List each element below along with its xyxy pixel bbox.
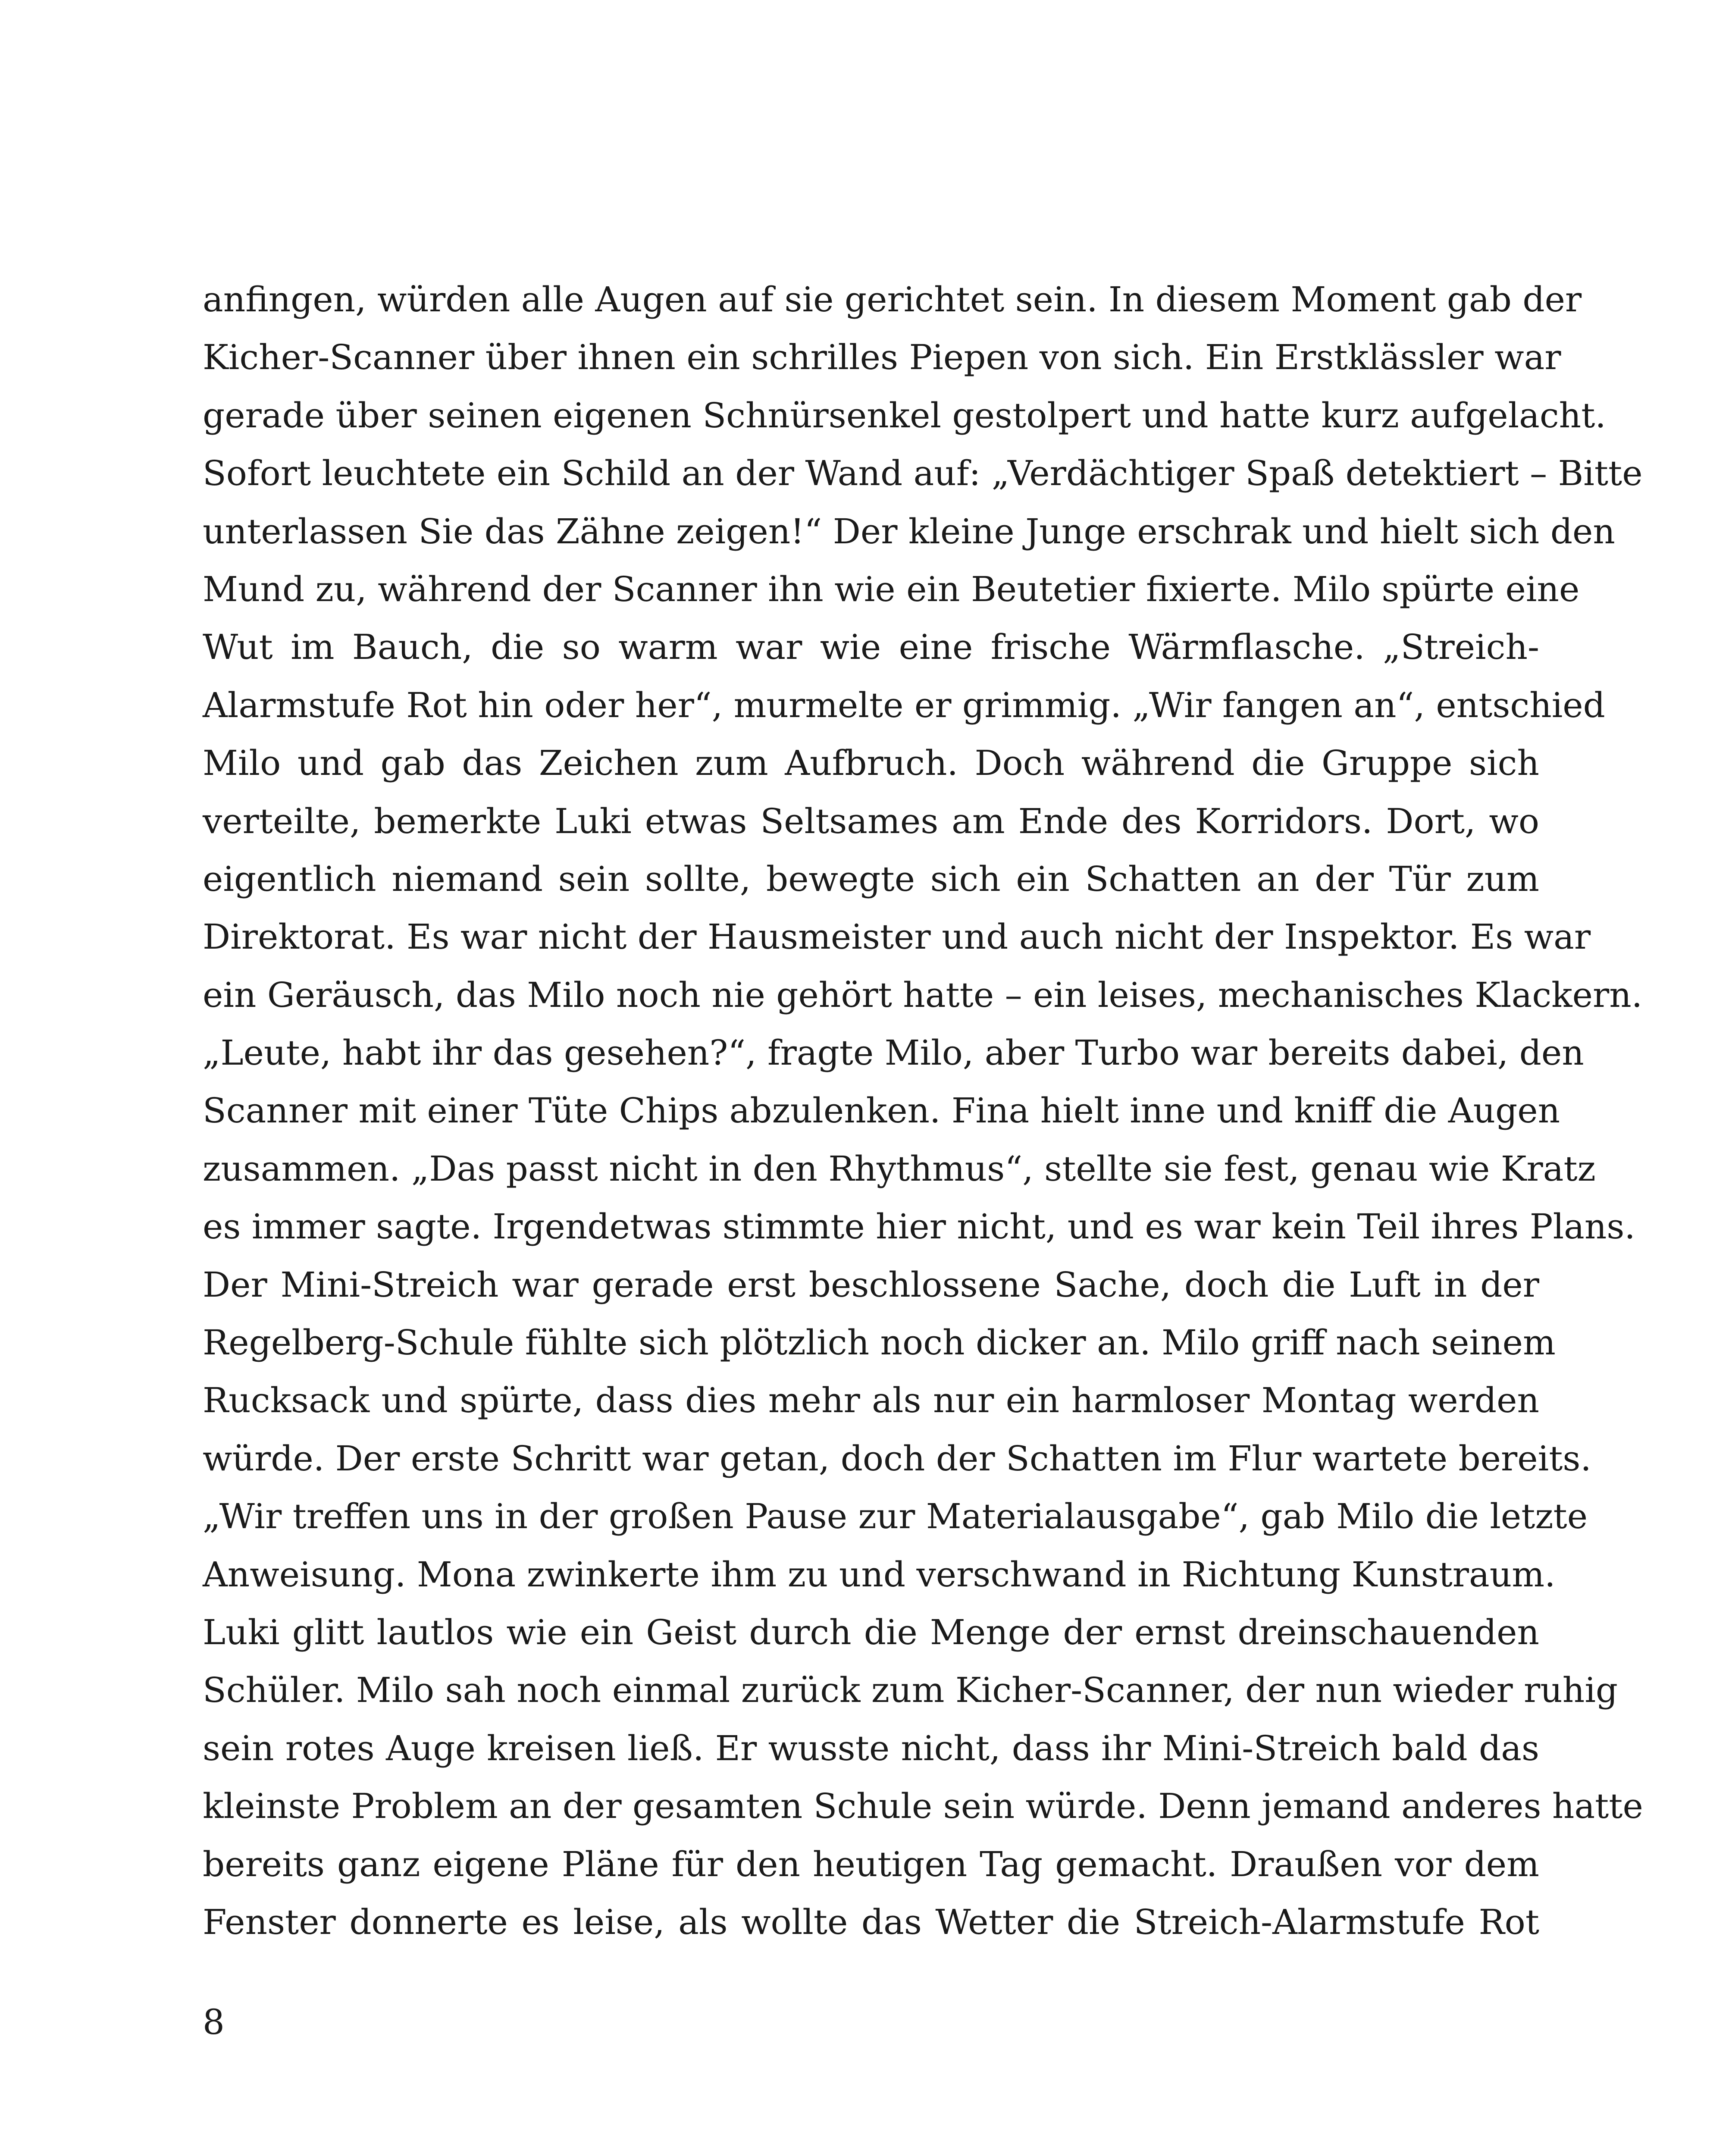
text-line: gerade über seinen eigenen Schnürsenkel gestolpert und hatte kurz aufgelacht. [203,395,1606,436]
text-line: unterlassen Sie das Zähne zeigen!“ Der kleine Junge erschrak und hielt sich den [203,511,1615,552]
text-line: Direktorat. Es war nicht der Hausmeister und auch nicht der Inspektor. Es war [203,917,1591,957]
text-line: verteilte, bemerkte Luki etwas Seltsames am Ende des Korridors. Dort, wo [203,801,1539,841]
text-line: ein Geräusch, das Milo noch nie gehört hatte – ein leises, mechanisches Klackern. [203,975,1643,1015]
text-line: sein rotes Auge kreisen ließ. Er wusste nicht, dass ihr Mini-Streich bald das [203,1728,1539,1768]
text-line: anfingen, würden alle Augen auf sie gerichtet sein. In diesem Moment gab der [203,279,1582,320]
text-line: Mund zu, während der Scanner ihn wie ein Beutetier fixierte. Milo spürte eine [203,569,1580,609]
text-line: es immer sagte. Irgendetwas stimmte hier nicht, und es war kein Teil ihres Plans. [203,1206,1635,1247]
text-line: Sofort leuchtete ein Schild an der Wand auf: „Verdächtiger Spaß detektiert – Bitte [203,453,1643,494]
text-line: Kicher-Scanner über ihnen ein schrilles Piepen von sich. Ein Erstklässler war [203,337,1561,378]
text-line: Luki glitt lautlos wie ein Geist durch die Menge der ernst dreinschauenden [203,1612,1539,1652]
text-line: kleinste Problem an der gesamten Schule sein würde. Denn jemand anderes hatte [203,1786,1643,1827]
page-number: 8 [203,2002,225,2042]
text-line: würde. Der erste Schritt war getan, doch der Schatten im Flur wartete bereits. [203,1438,1591,1479]
text-line: Regelberg-Schule fühlte sich plötzlich noch dicker an. Milo griff nach seinem [203,1322,1556,1363]
text-line: „Wir treffen uns in der großen Pause zur Materialausgabe“, gab Milo die letzte [203,1496,1588,1537]
text-line: Scanner mit einer Tüte Chips abzulenken. Fina hielt inne und kniff die Augen [203,1091,1560,1131]
text-line: Der Mini-Streich war gerade erst beschlossene Sache, doch die Luft in der [203,1264,1539,1305]
body-text [203,271,1643,1951]
text-line: Schüler. Milo sah noch einmal zurück zum Kicher-Scanner, der nun wieder ruhig [203,1670,1618,1711]
text-line: Fenster donnerte es leise, als wollte das Wetter die Streich-Alarmstufe Rot [203,1902,1539,1942]
text-line: Alarmstufe Rot hin oder her“, murmelte er grimmig. „Wir fangen an“, entschied [203,685,1605,725]
text-line: Rucksack und spürte, dass dies mehr als nur ein harmloser Montag werden [203,1380,1539,1421]
text-line: Anweisung. Mona zwinkerte ihm zu und verschwand in Richtung Kunstraum. [203,1554,1556,1595]
text-line: „Leute, habt ihr das gesehen?“, fragte Milo, aber Turbo war bereits dabei, den [203,1033,1584,1073]
text-line: Milo und gab das Zeichen zum Aufbruch. Doch während die Gruppe sich [203,743,1539,783]
text-line: bereits ganz eigene Pläne für den heutigen Tag gemacht. Draußen vor dem [203,1844,1539,1884]
text-line: zusammen. „Das passt nicht in den Rhythmus“, stellte sie fest, genau wie Kratz [203,1148,1596,1189]
text-line: Wut im Bauch, die so warm war wie eine frische Wärmflasche. „Streich- [203,627,1539,667]
text-line: eigentlich niemand sein sollte, bewegte sich ein Schatten an der Tür zum [203,859,1539,899]
